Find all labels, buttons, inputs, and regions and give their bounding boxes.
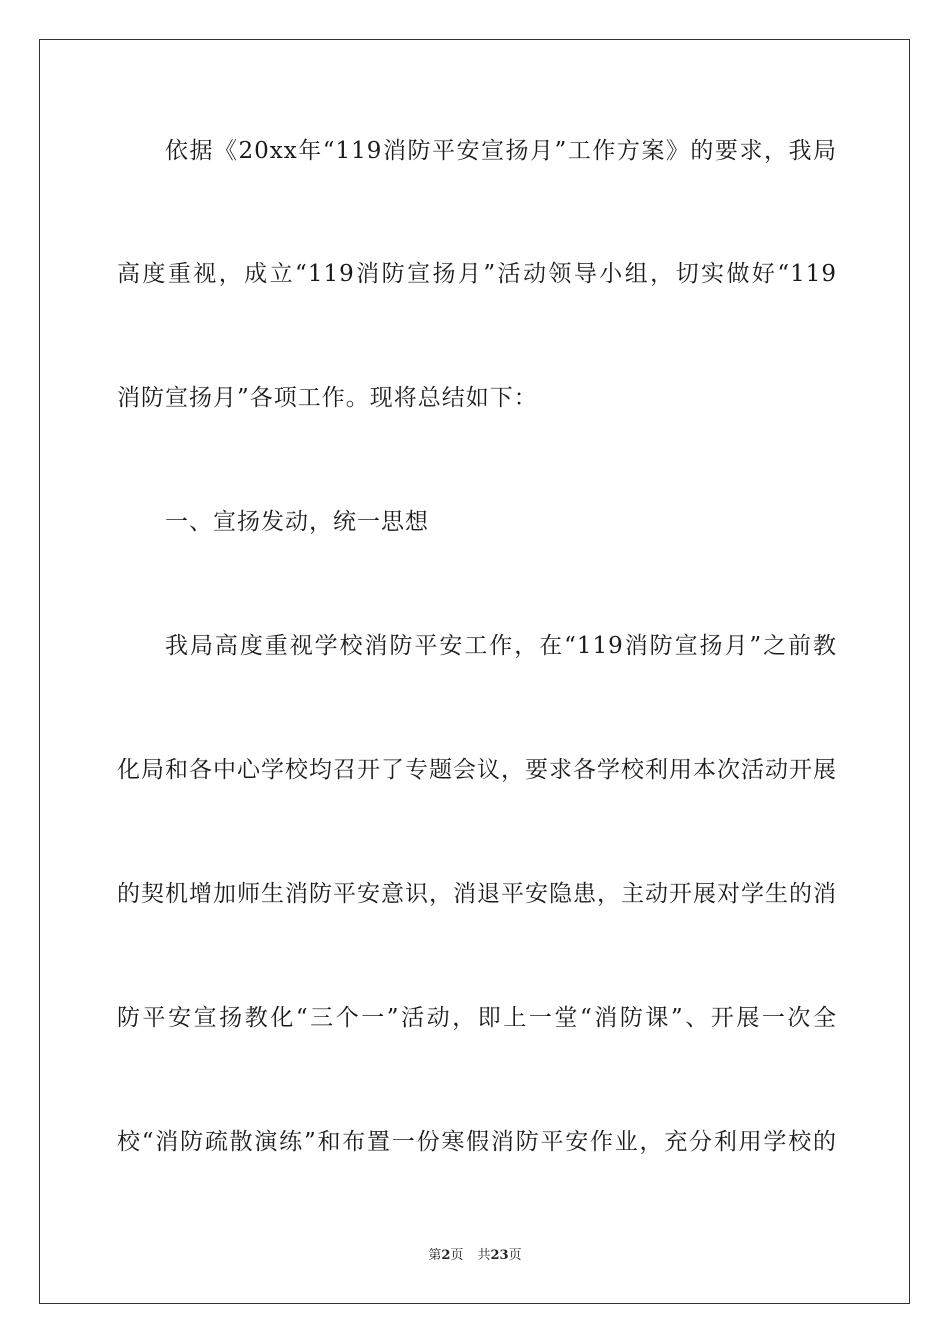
page-footer: [0, 1247, 950, 1265]
paragraph-2-line-2: 化局和各中心学校均召开了专题会议，要求各学校利用本次活动开展: [117, 757, 837, 783]
paragraph-2-line-3: 的契机增加师生消防平安意识，消退平安隐患，主动开展对学生的消: [117, 881, 837, 907]
footer-total-suffix: 页: [508, 1248, 522, 1263]
paragraph-2-line-5: 校“消防疏散演练”和布置一份寒假消防平安作业，充分利用学校的: [117, 1129, 837, 1155]
paragraph-1-line-3: 消防宣扬月”各项工作。现将总结如下：: [117, 385, 538, 411]
footer-page-current: 2: [441, 1248, 451, 1263]
page-border: [39, 39, 910, 1304]
paragraph-2-line-4: 防平安宣扬教化“三个一”活动，即上一堂“消防课”、开展一次全: [117, 1005, 837, 1031]
footer-page-total: 23: [490, 1248, 509, 1263]
paragraph-1-line-2: 高度重视，成立“119消防宣扬月”活动领导小组，切实做好“119: [117, 261, 837, 287]
footer-total-prefix: 共: [477, 1248, 491, 1263]
paragraph-1-line-1: 依据《20xx年“119消防平安宣扬月”工作方案》的要求，我局: [165, 138, 837, 164]
footer-page-suffix: 页: [450, 1248, 464, 1263]
paragraph-2-line-1: 我局高度重视学校消防平安工作，在“119消防宣扬月”之前教: [165, 633, 837, 659]
section-heading: 一、宣扬发动，统一思想: [165, 509, 429, 535]
footer-page-prefix: 第: [428, 1248, 442, 1263]
